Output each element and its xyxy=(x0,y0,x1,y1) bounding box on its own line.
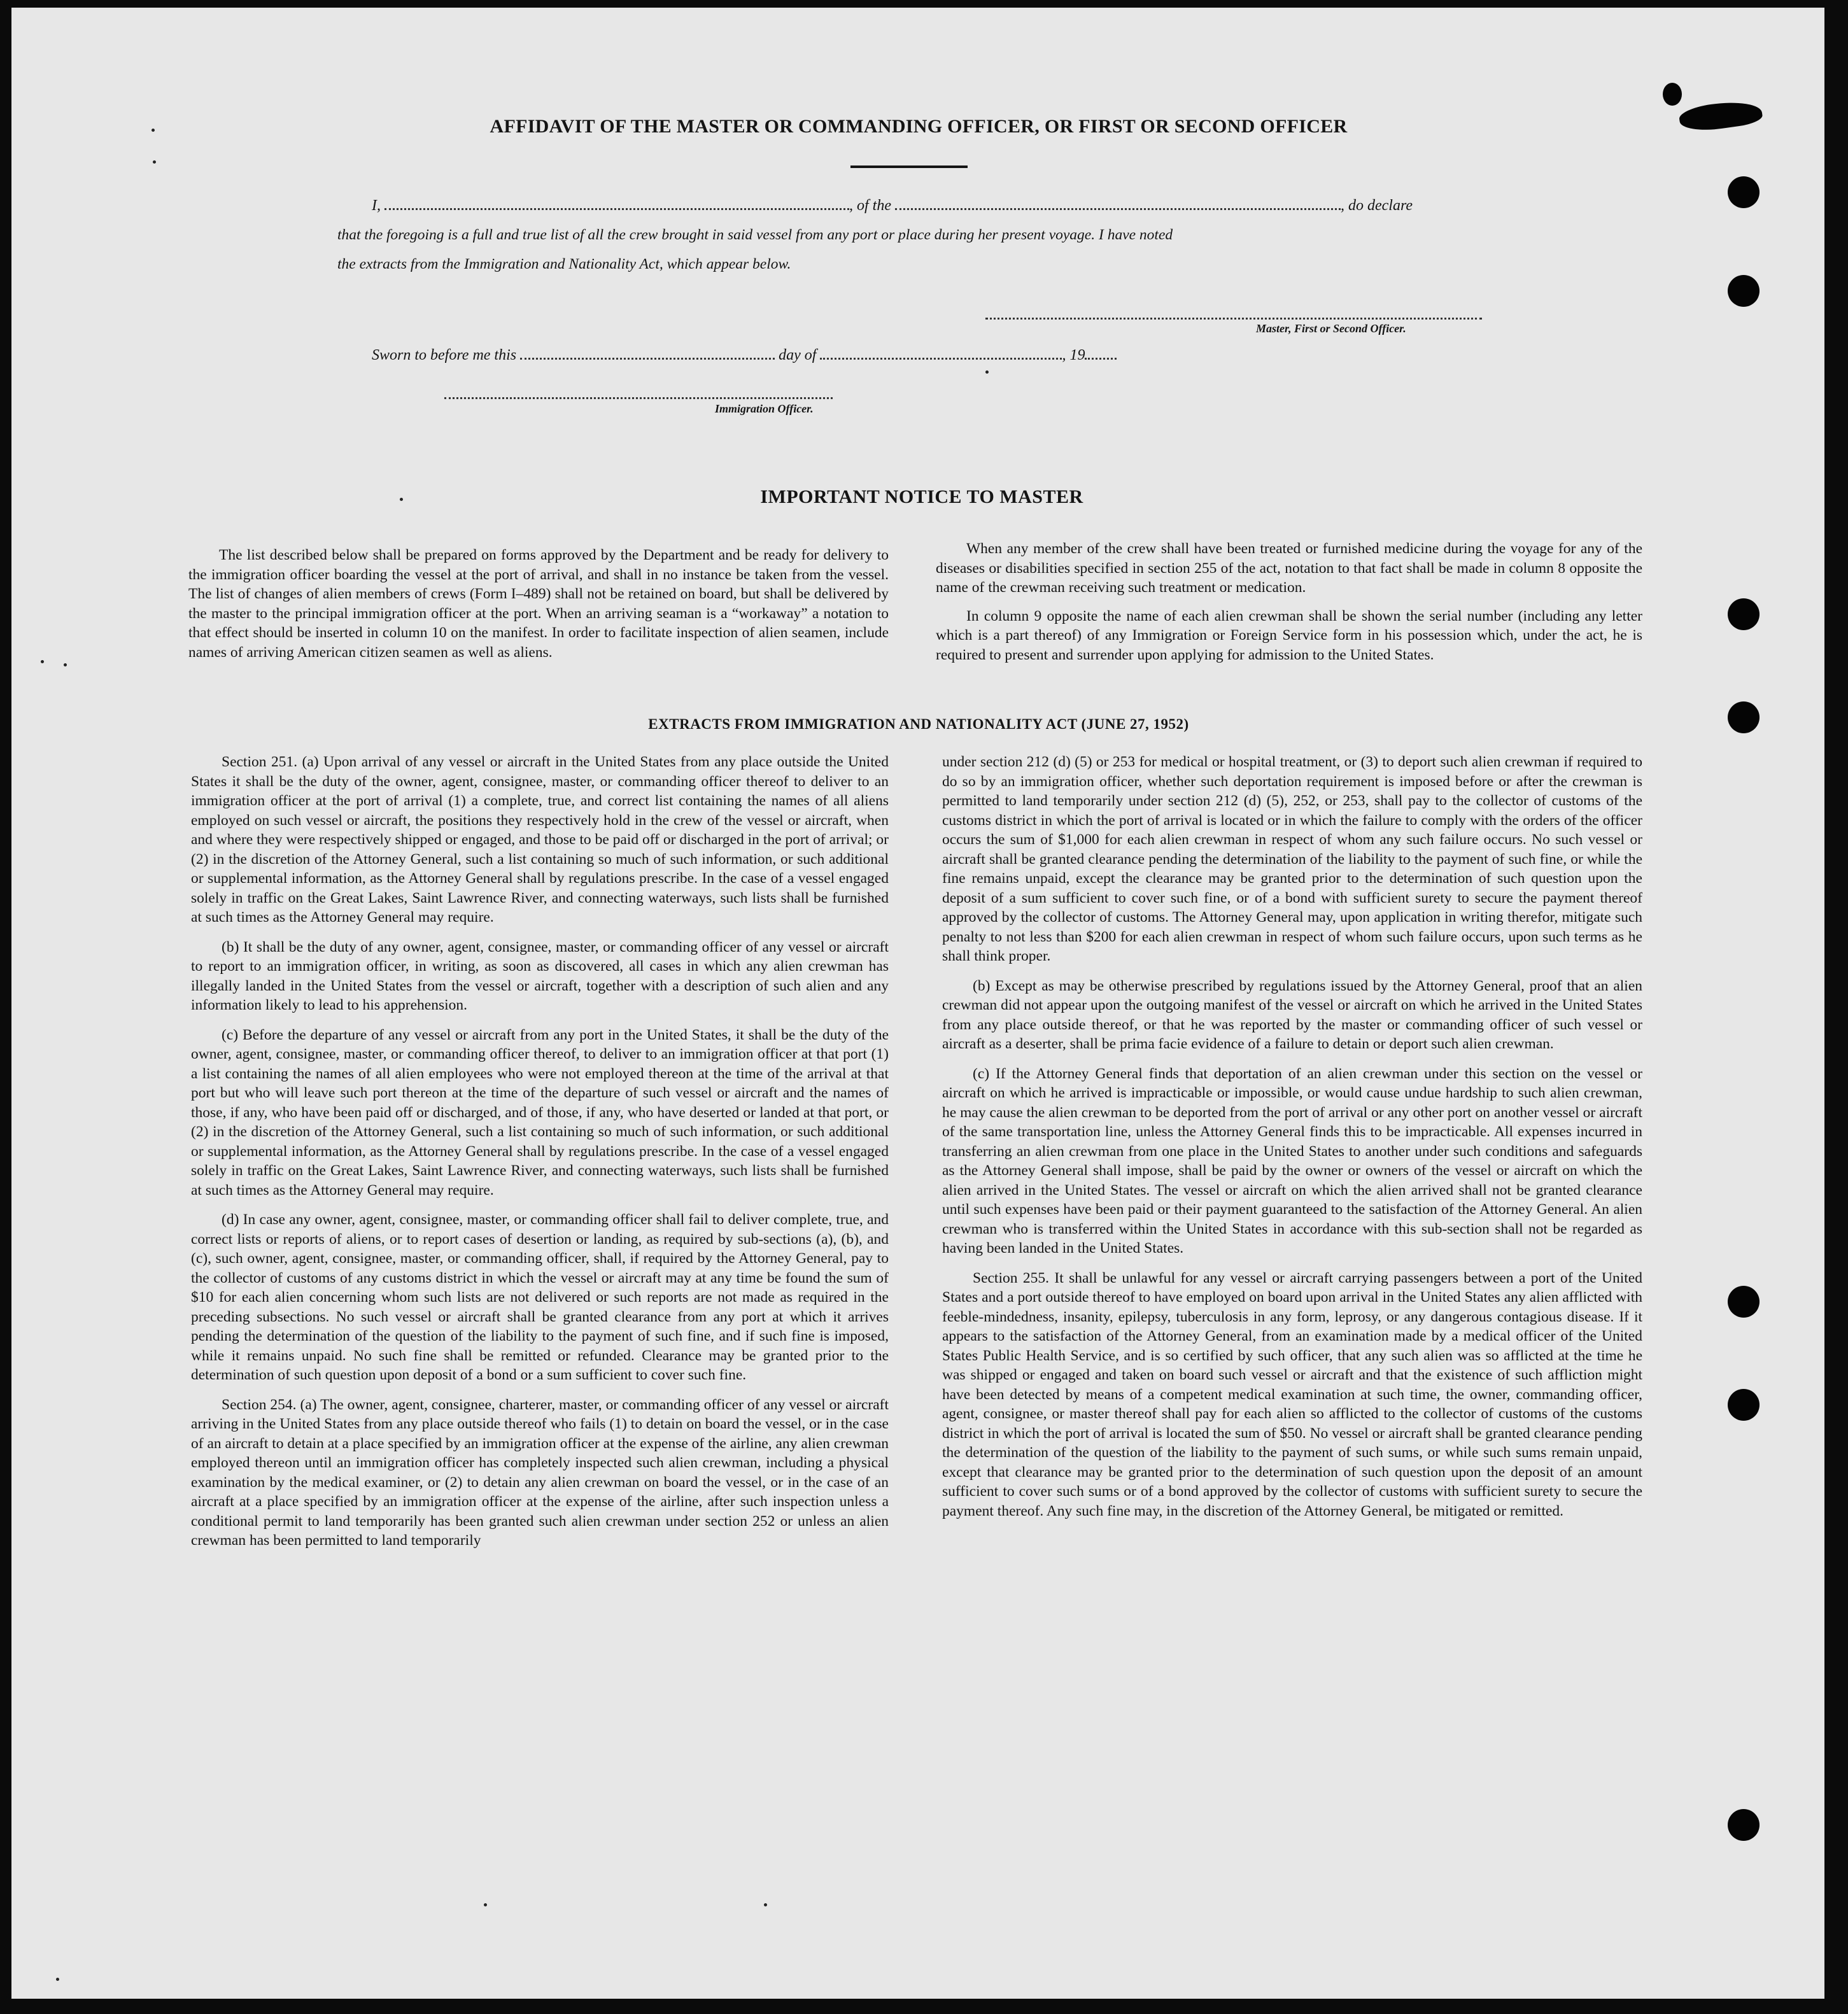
extracts-right-column xyxy=(942,752,1642,1525)
sworn-month-blank xyxy=(820,349,1062,360)
punch-hole xyxy=(1728,176,1760,208)
day-of-label: day of xyxy=(779,347,817,363)
declaration-line-1 xyxy=(372,197,1413,215)
sworn-label: Sworn to before me this xyxy=(372,347,517,363)
of-the-label: , of the xyxy=(849,197,891,214)
notice-right-column xyxy=(936,539,1642,669)
punch-hole xyxy=(1728,275,1760,307)
sworn-line xyxy=(372,347,1117,364)
sworn-year-blank xyxy=(1085,349,1117,360)
speck xyxy=(56,1978,59,1981)
officer-signature-label: Immigration Officer. xyxy=(715,402,814,415)
speck xyxy=(41,660,44,663)
extract-paragraph: (d) In case any owner, agent, consignee, master, or commanding officer shall fail to deliver complete, true, and correct lists or reports of aliens, or to report cases of desertion or landing, as required by sub-sections (a), (b), and (c), such owner, agent, consignee, master, or commanding officer, shall, if required by the Attorney General, pay to the collector of customs of any customs district in which the vessel or aircraft may at any time be found the sum of $10 for each alien concerning whom such lists are not delivered or such reports are not made as required in the preceding subsections. No such vessel or aircraft shall be granted clearance from any port at which it arrives pending the determination of the question of the liability to the payment of such fine, and if such fine is imposed, while it remains unpaid. No such fine shall be remitted or refunded. Clearance may be granted prior to the determination of such question upon deposit of a bond or a sum sufficient to cover such fine. xyxy=(191,1211,889,1383)
notice-paragraph: The list described below shall be prepared on forms approved by the Department and be ready for delivery to the immigration officer boarding the vessel at the port of arrival, and shall in no instance be taken from the vessel. The list of changes of alien members of crews (Form I–489) shall not be retained on board, but shall be delivered by the master to the principal immigration officer at the port. When an arriving seaman is a “workaway” a notation to that effect should be inserted in column 10 on the manifest. In order to facilitate inspection of alien seamen, include names of arriving American citizen seamen as well as aliens. xyxy=(188,547,889,661)
punch-hole xyxy=(1728,701,1760,733)
extract-paragraph: (c) If the Attorney General finds that deportation of an alien crewman under this section on the vessel or aircraft on which he arrived is impracticable or impossible, or would cause undue hardship to such alien crewman, he may cause the alien crewman to be deported from the port of arrival or any other port on another vessel or aircraft of the same transportation line, unless the Attorney General finds this to be impracticable. All expenses incurred in transferring an alien crewman from one place in the United States to another under such conditions and safeguards as the Attorney General shall impose, shall be paid by the owner or owners of the vessel or aircraft on which the alien arrived in the United States. The vessel or aircraft on which the alien arrived shall not be granted clearance until such expenses have been paid or their payment guaranteed to the satisfaction of the Attorney General. An alien crewman who is transferred within the United States in accordance with this sub-section shall not be regarded as having been landed in the United States. xyxy=(942,1065,1642,1257)
do-declare-label: , do declare xyxy=(1341,197,1413,214)
sworn-day-blank xyxy=(520,349,775,360)
extracts-title: EXTRACTS FROM IMMIGRATION AND NATIONALITY ACT (JUNE 27, 1952) xyxy=(648,716,1189,732)
master-signature-line xyxy=(985,318,1482,320)
notice-paragraph: When any member of the crew shall have been treated or furnished medicine during the voyage for any of the diseases or disabilities specified in section 255 of the act, notation to that fact shall be made in column 8 opposite the name of the crewman receiving such treatment or medication. xyxy=(936,540,1642,596)
ink-smudge xyxy=(1663,83,1682,106)
punch-hole xyxy=(1728,1809,1760,1841)
declaration-line-2: that the foregoing is a full and true list of all the crew brought in said vessel from any port or place during her present voyage. I have noted xyxy=(337,227,1173,243)
speck xyxy=(64,663,67,666)
notice-paragraph: In column 9 opposite the name of each alien crewman shall be shown the serial number (including any letter which is a part thereof) of any Immigration or Foreign Service form in his possession which, under the act, he is required to present and surrender upon applying for admission to the United States. xyxy=(936,607,1642,663)
extract-paragraph: under section 212 (d) (5) or 253 for medical or hospital treatment, or (3) to deport such alien crewman if required to do so by an immigration officer, whether such deportation requirement is imposed before or after the crewman is permitted to land temporarily under section 212 (d) (5), 252, or 253, shall pay to the collector of customs of the customs district in which the port of arrival is located or in which the failure to comply with the orders of the officer occurs the sum of $1,000 for each alien crewman in respect of whom any such failure occurs. No such vessel or aircraft shall be granted clearance pending the determination of the liability to the payment of such fine, or while the fine remains unpaid, except the clearance may be granted prior to the determination of such question upon the deposit of a sum sufficient to cover such fine, or of a bond with sufficient surety to secure the payment thereof approved by the collector of customs. The Attorney General may, upon application in writing therefor, mitigate such penalty to not less than $200 for each alien crewman in respect of whom such failure occurs, upon such terms as he shall think proper. xyxy=(942,754,1642,964)
extract-paragraph: (b) It shall be the duty of any owner, agent, consignee, master, or commanding officer of any vessel or aircraft to report to an immigration officer, in writing, as soon as discovered, all cases in which any alien crewman has illegally landed in the United States from the vessel or aircraft, together with a description of such alien and any information likely to lead to his apprehension. xyxy=(191,938,889,1013)
vessel-name-blank xyxy=(895,199,1341,210)
speck xyxy=(400,498,403,501)
extract-paragraph: Section 254. (a) The owner, agent, consignee, charterer, master, or commanding officer of any vessel or aircraft arriving in the United States from any place outside thereof who fails (1) to detain on board the vessel, or in the case of an aircraft to detain at a place specified by an immigration officer at the expense of the airline, any alien crewman employed thereon until an immigration officer has completely inspected such alien crewman, including a physical examination by the medical examiner, or (2) to detain any alien crewman on board the vessel, or in the case of an aircraft at a place specified by an immigration officer at the expense of the airline, after such inspection unless a conditional permit to land temporarily has been granted such alien crewman under section 252 or unless an alien crewman has been permitted to land temporarily xyxy=(191,1396,889,1549)
punch-hole xyxy=(1728,598,1760,630)
affidavit-title: AFFIDAVIT OF THE MASTER OR COMMANDING OFFICER, OR FIRST OR SECOND OFFICER xyxy=(490,116,1348,137)
declarant-prefix: I, xyxy=(372,197,381,214)
extract-paragraph: Section 251. (a) Upon arrival of any vessel or aircraft in the United States from any place outside the United States it shall be the duty of the owner, agent, consignee, master, or commanding officer thereof to deliver to an immigration officer at the port of arrival (1) a complete, true, and correct list containing the names of all aliens employed on such vessel or aircraft, the positions they respectively hold in the crew of the vessel or aircraft, when and where they were respectively shipped or engaged, and those to be paid off or discharged in the port of arrival; or (2) in the discretion of the Attorney General, such a list containing so much of such information, or such additional or supplemental information, as the Attorney General shall by regulations prescribe. In the case of a vessel engaged solely in traffic on the Great Lakes, Saint Lawrence River, and connecting waterways, such lists shall be furnished at such times as the Attorney General may require. xyxy=(191,754,889,926)
speck xyxy=(985,370,989,374)
speck xyxy=(152,129,155,132)
punch-hole xyxy=(1728,1389,1760,1421)
extract-paragraph: (c) Before the departure of any vessel or aircraft from any port in the United States, it shall be the duty of the owner, agent, consignee, master, or commanding officer thereof, to deliver to an immigration officer at that port (1) a list containing the names of all alien employees who were not employed thereon at the time of the arrival at that port but who will leave such port thereon at the time of the departure of such vessel or aircraft and the names of those, if any, who have been paid off or discharged, and of those, if any, who have deserted or landed at that port, or (2) in the discretion of the Attorney General, such a list containing so much of such information, or such additional or supplemental information, as the Attorney General shall by regulations prescribe. In the case of a vessel engaged solely in traffic on the Great Lakes, Saint Lawrence River, and connecting waterways, such lists shall be furnished at such times as the Attorney General may require. xyxy=(191,1026,889,1199)
punch-hole xyxy=(1728,1286,1760,1318)
speck xyxy=(764,1903,767,1906)
declarant-name-blank xyxy=(384,199,849,210)
speck xyxy=(153,160,156,164)
master-signature-label: Master, First or Second Officer. xyxy=(1256,322,1406,335)
ink-smudge xyxy=(1678,97,1763,134)
notice-title: IMPORTANT NOTICE TO MASTER xyxy=(760,486,1083,507)
extract-paragraph: (b) Except as may be otherwise prescribed by regulations issued by the Attorney General, proof that an alien crewman did not appear upon the outgoing manifest of the vessel or aircraft on which he arrived in the United States from any place outside thereof, or that he was reported by the master or commanding officer of such vessel or aircraft as a deserter, shall be prima facie evidence of a failure to detain or deport such alien crewman. xyxy=(942,977,1642,1052)
extracts-left-column xyxy=(191,752,889,1555)
year-prefix-label: , 19 xyxy=(1062,347,1085,363)
document-page xyxy=(11,8,1824,1999)
title-underline xyxy=(850,165,968,168)
officer-signature-line xyxy=(444,397,833,399)
notice-left-column xyxy=(188,546,889,666)
declaration-line-3: the extracts from the Immigration and Nationality Act, which appear below. xyxy=(337,256,791,272)
extract-paragraph: Section 255. It shall be unlawful for any vessel or aircraft carrying passengers between a port of the United States and a port outside thereof to have employed on board upon arrival in the United States any alien afflicted with feeble-mindedness, insanity, epilepsy, tuberculosis in any form, leprosy, or any dangerous contagious disease. If it appears to the satisfaction of the Attorney General, from an examination made by a medical officer of the United States Public Health Service, and is so certified by such officer, that any such alien was so afflicted at the time he was shipped or engaged and taken on board such vessel or aircraft and that the existence of such affliction might have been detected by means of a competent medical examination at such time, the owner, commanding officer, agent, consignee, or master thereof shall pay for each alien so afflicted to the collector of customs of the customs district in which the port of arrival is located the sum of $50. No vessel or aircraft shall be granted clearance pending the determination of the question of the liability to the payment of such sums, or while such sums remain unpaid, except that clearance may be granted prior to the determination of such question upon the deposit of an amount sufficient to cover such sums or of a bond approved by the collector of customs with sufficient surety to secure the payment thereof. Any such fine may, in the discretion of the Attorney General, be mitigated or remitted. xyxy=(942,1269,1642,1519)
speck xyxy=(484,1903,487,1906)
